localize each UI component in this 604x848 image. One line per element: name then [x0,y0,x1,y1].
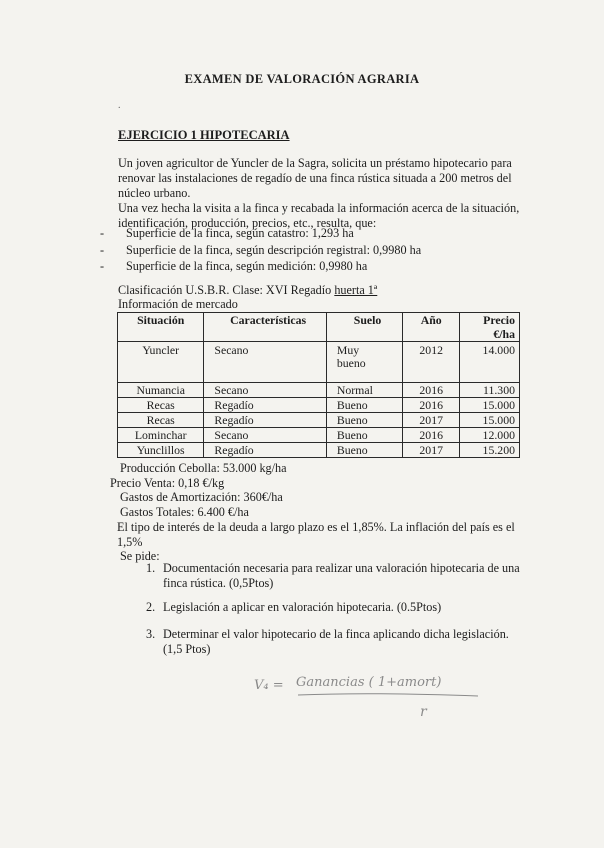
cell-suelo [326,342,402,383]
cell-caracteristicas: Secano [204,383,326,398]
header-caracteristicas: Características [204,313,326,342]
table-row [118,342,520,383]
header-precio-unit: €/ha [493,327,515,341]
cell-caracteristicas: Regadío [204,398,326,413]
bullet-text: Superficie de la finca, según medición: 0,9980 ha [126,259,368,273]
question-number: 1. [146,561,156,575]
cell-caracteristicas: Regadío [204,413,326,428]
intro-paragraph [118,156,512,201]
question-text: finca rústica. (0,5Ptos) [163,576,274,590]
question-text: Legislación a aplicar en valoración hipotecaria. (0.5Ptos) [163,600,442,614]
cell-situacion: Yunclillos [118,443,204,458]
cell-caracteristicas: Regadío [204,443,326,458]
formula-numerator: Ganancias ( 1+amort) [296,675,442,690]
cell-situacion: Lominchar [118,428,204,443]
exercise-heading: EJERCICIO 1 HIPOTECARIA [118,128,290,142]
cell-situacion: Recas [118,398,204,413]
interes-line: El tipo de interés de la deuda a largo plazo es el 1,85%. La inflación del país es el [117,520,515,534]
cell-precio: 14.000 [460,342,520,383]
exam-title: EXAMEN DE VALORACIÓN AGRARIA [184,72,420,86]
question-number: 2. [146,600,156,614]
table-header-row [118,313,520,342]
classification [118,283,377,298]
cell-anio: 2016 [403,383,460,398]
question-text: Determinar el valor hipotecario de la finca aplicando dicha legislación. [163,627,509,641]
cell-suelo: Bueno [326,428,402,443]
market-label: Información de mercado [118,297,238,311]
header-precio [460,313,520,342]
cell-anio: 2016 [403,428,460,443]
cell-precio: 11.300 [460,383,520,398]
cell-suelo-line: bueno [336,356,366,370]
header-situacion: Situación [118,313,204,342]
cell-suelo: Bueno [326,398,402,413]
header-precio-label: Precio [483,313,515,327]
formula-denominator: r [420,704,427,720]
amortizacion-line: Gastos de Amortización: 360€/ha [120,490,283,504]
market-table [117,312,520,458]
stray-mark: . [118,100,121,111]
table-row [118,398,520,413]
formula-lhs: V₄ = [254,678,284,693]
cell-situacion: Recas [118,413,204,428]
cell-anio: 2017 [403,443,460,458]
intro-line: Un joven agricultor de Yuncler de la Sagra, solicita un préstamo hipotecario para [118,156,512,170]
bullet-dash: - [100,226,105,240]
question-number: 3. [146,627,156,641]
precio-venta-line: Precio Venta: 0,18 €/kg [110,476,225,490]
visit-line: Una vez hecha la visita a la finca y recabada la información acerca de la situación, [118,201,520,215]
intro-line: renovar las instalaciones de regadío de una finca rústica situada a 200 metros del [118,171,512,185]
question-text: (1,5 Ptos) [163,642,211,656]
cell-precio: 15.000 [460,398,520,413]
cell-caracteristicas: Secano [204,428,326,443]
question-text: Documentación necesaria para realizar una valoración hipotecaria de una [163,561,520,575]
cell-suelo: Bueno [326,443,402,458]
cell-situacion: Numancia [118,383,204,398]
bullet-text: Superficie de la finca, según descripción registral: 0,9980 ha [126,243,422,257]
cell-suelo: Normal [326,383,402,398]
bullet-dash: - [100,243,105,257]
cell-anio: 2012 [403,342,460,383]
cell-precio: 15.000 [460,413,520,428]
cell-caracteristicas: Secano [204,342,326,383]
inflacion-line: 1,5% [117,535,143,549]
cell-precio: 12.000 [460,428,520,443]
handwritten-formula [252,662,482,722]
intro-line: núcleo urbano. [118,186,191,200]
produccion-line: Producción Cebolla: 53.000 kg/ha [120,461,287,475]
visit-line: identificación, producción, precios, etc., resulta, que: [118,216,377,230]
header-anio: Año [403,313,460,342]
header-suelo: Suelo [326,313,402,342]
bullet-dash: - [100,259,105,273]
table-row [118,428,520,443]
cell-anio: 2016 [403,398,460,413]
gastos-totales-line: Gastos Totales: 6.400 €/ha [120,505,249,519]
table-row [118,383,520,398]
table-row [118,443,520,458]
cell-situacion: Yuncler [118,342,204,383]
se-pide-label: Se pide: [120,549,160,563]
classification-class: huerta 1ª [334,283,378,297]
bullet-item [100,226,354,241]
classification-prefix: Clasificación U.S.B.R. Clase: XVI Regadío [118,283,335,297]
bullet-item [100,259,368,274]
bullet-item [100,243,422,258]
bullet-text: Superficie de la finca, según catastro: 1,293 ha [126,226,354,240]
cell-precio: 15.200 [460,443,520,458]
cell-suelo-line: Muy [336,343,360,357]
cell-anio: 2017 [403,413,460,428]
fraction-bar [298,694,478,696]
cell-suelo: Bueno [326,413,402,428]
table-row [118,413,520,428]
